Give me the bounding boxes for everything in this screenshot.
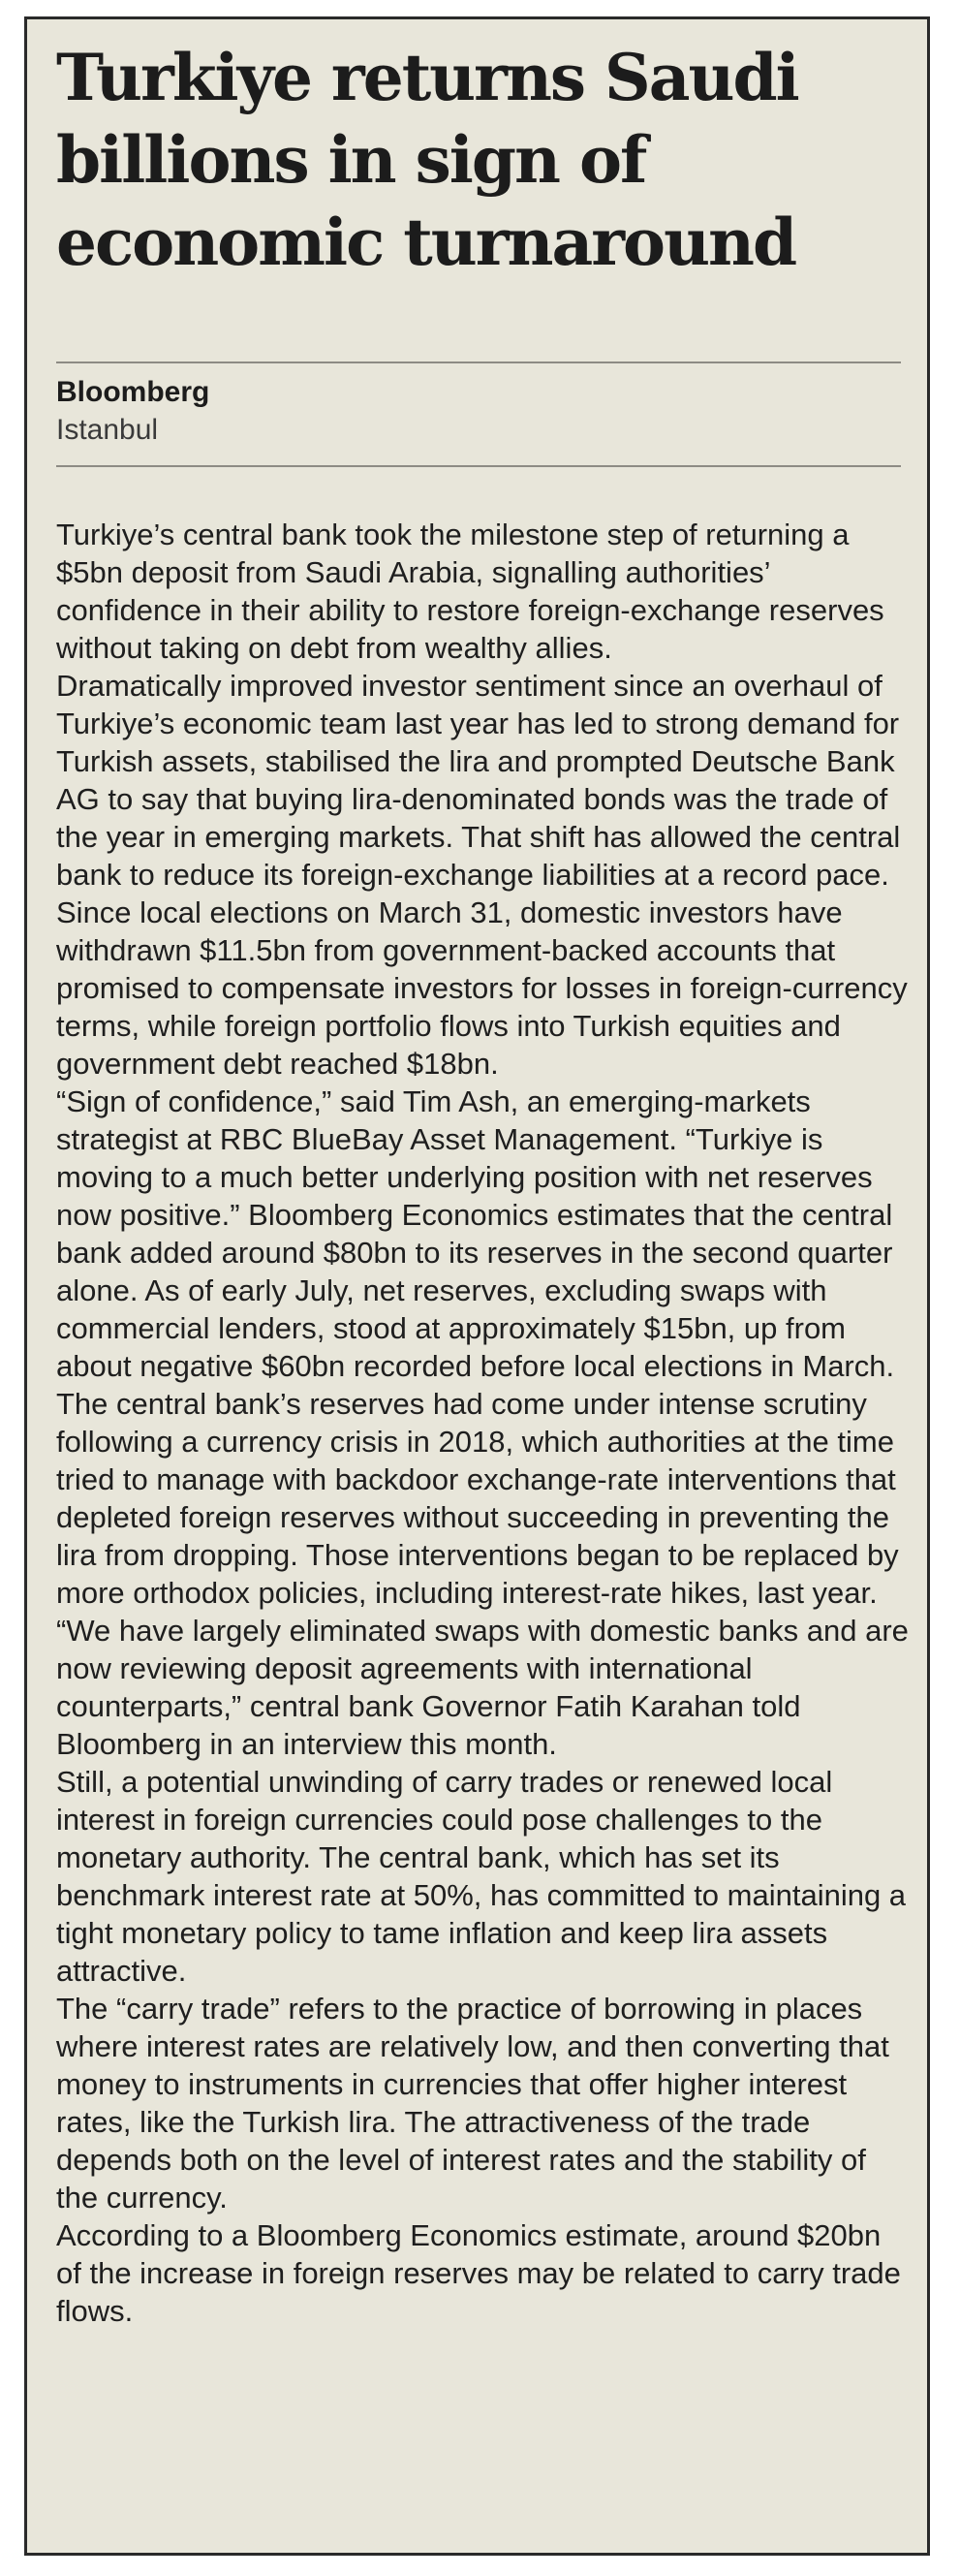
paragraph: “Sign of confidence,” said Tim Ash, an emerging-markets strategist at RBC BlueBay Asset Management. “Turkiye is moving to a much better underlying position with net reserves now positive.” Bloomberg Economics estimates that the central bank added around $80bn to its reserves in the second quarter alone. As of early July, net reserves, excluding swaps with commercial lenders, stood at approximately $15bn, up from about negative $60bn recorded before local elections in March. [56, 1084, 895, 1383]
paragraph: “We have largely eliminated swaps with domestic banks and are now reviewing deposit agreements with international counterparts,” central bank Governor Fatih Karahan told Bloomberg in an interview this month. [56, 1614, 909, 1761]
article-body [56, 516, 909, 2330]
paragraph: The central bank’s reserves had come under intense scrutiny following a currency crisis in 2018, which authorities at the time tried to manage with backdoor exchange-rate interventions that depleted foreign reserves without succeeding in preventing the lira from dropping. Those interventions began to be replaced by more orthodox policies, including interest-rate hikes, last year. [56, 1387, 899, 1610]
byline-source: Bloomberg [56, 376, 210, 408]
headline: Turkiye returns Saudi billions in sign of economic turnaround [56, 40, 798, 280]
paragraph: Dramatically improved investor sentiment since an overhaul of Turkiye’s economic team last year has led to strong demand for Turkish assets, stabilised the lira and prompted Deutsche Bank AG to say that buying lira-denominated bonds was the trade of the year in emerging markets. That shift has allowed the central bank to reduce its foreign-exchange liabilities at a record pace. [56, 669, 901, 892]
byline-divider-top [56, 361, 901, 363]
article-frame [24, 16, 930, 2556]
paragraph: Since local elections on March 31, domestic investors have withdrawn $11.5bn from government-backed accounts that promised to compensate investors for losses in foreign-currency terms, while foreign portfolio flows into Turkish equities and government debt reached $18bn. [56, 895, 908, 1081]
paragraph: Turkiye’s central bank took the milestone step of returning a $5bn deposit from Saudi Arabia, signalling authorities’ confidence in their ability to restore foreign-exchange reserves without taking on debt from wealthy allies. [56, 518, 884, 665]
byline-divider-bottom [56, 465, 901, 467]
paragraph: Still, a potential unwinding of carry trades or renewed local interest in foreign currencies could pose challenges to the monetary authority. The central bank, which has set its benchmark interest rate at 50%, has committed to maintaining a tight monetary policy to tame inflation and keep lira assets attractive. [56, 1765, 907, 1988]
paragraph: According to a Bloomberg Economics estimate, around $20bn of the increase in foreign reserves may be related to carry trade flows. [56, 2218, 901, 2328]
paragraph: The “carry trade” refers to the practice of borrowing in places where interest rates are relatively low, and then converting that money to instruments in currencies that offer higher interest rates, like the Turkish lira. The attractiveness of the trade depends both on the level of interest rates and the stability of the currency. [56, 1992, 889, 2215]
byline-dateline: Istanbul [56, 414, 159, 446]
